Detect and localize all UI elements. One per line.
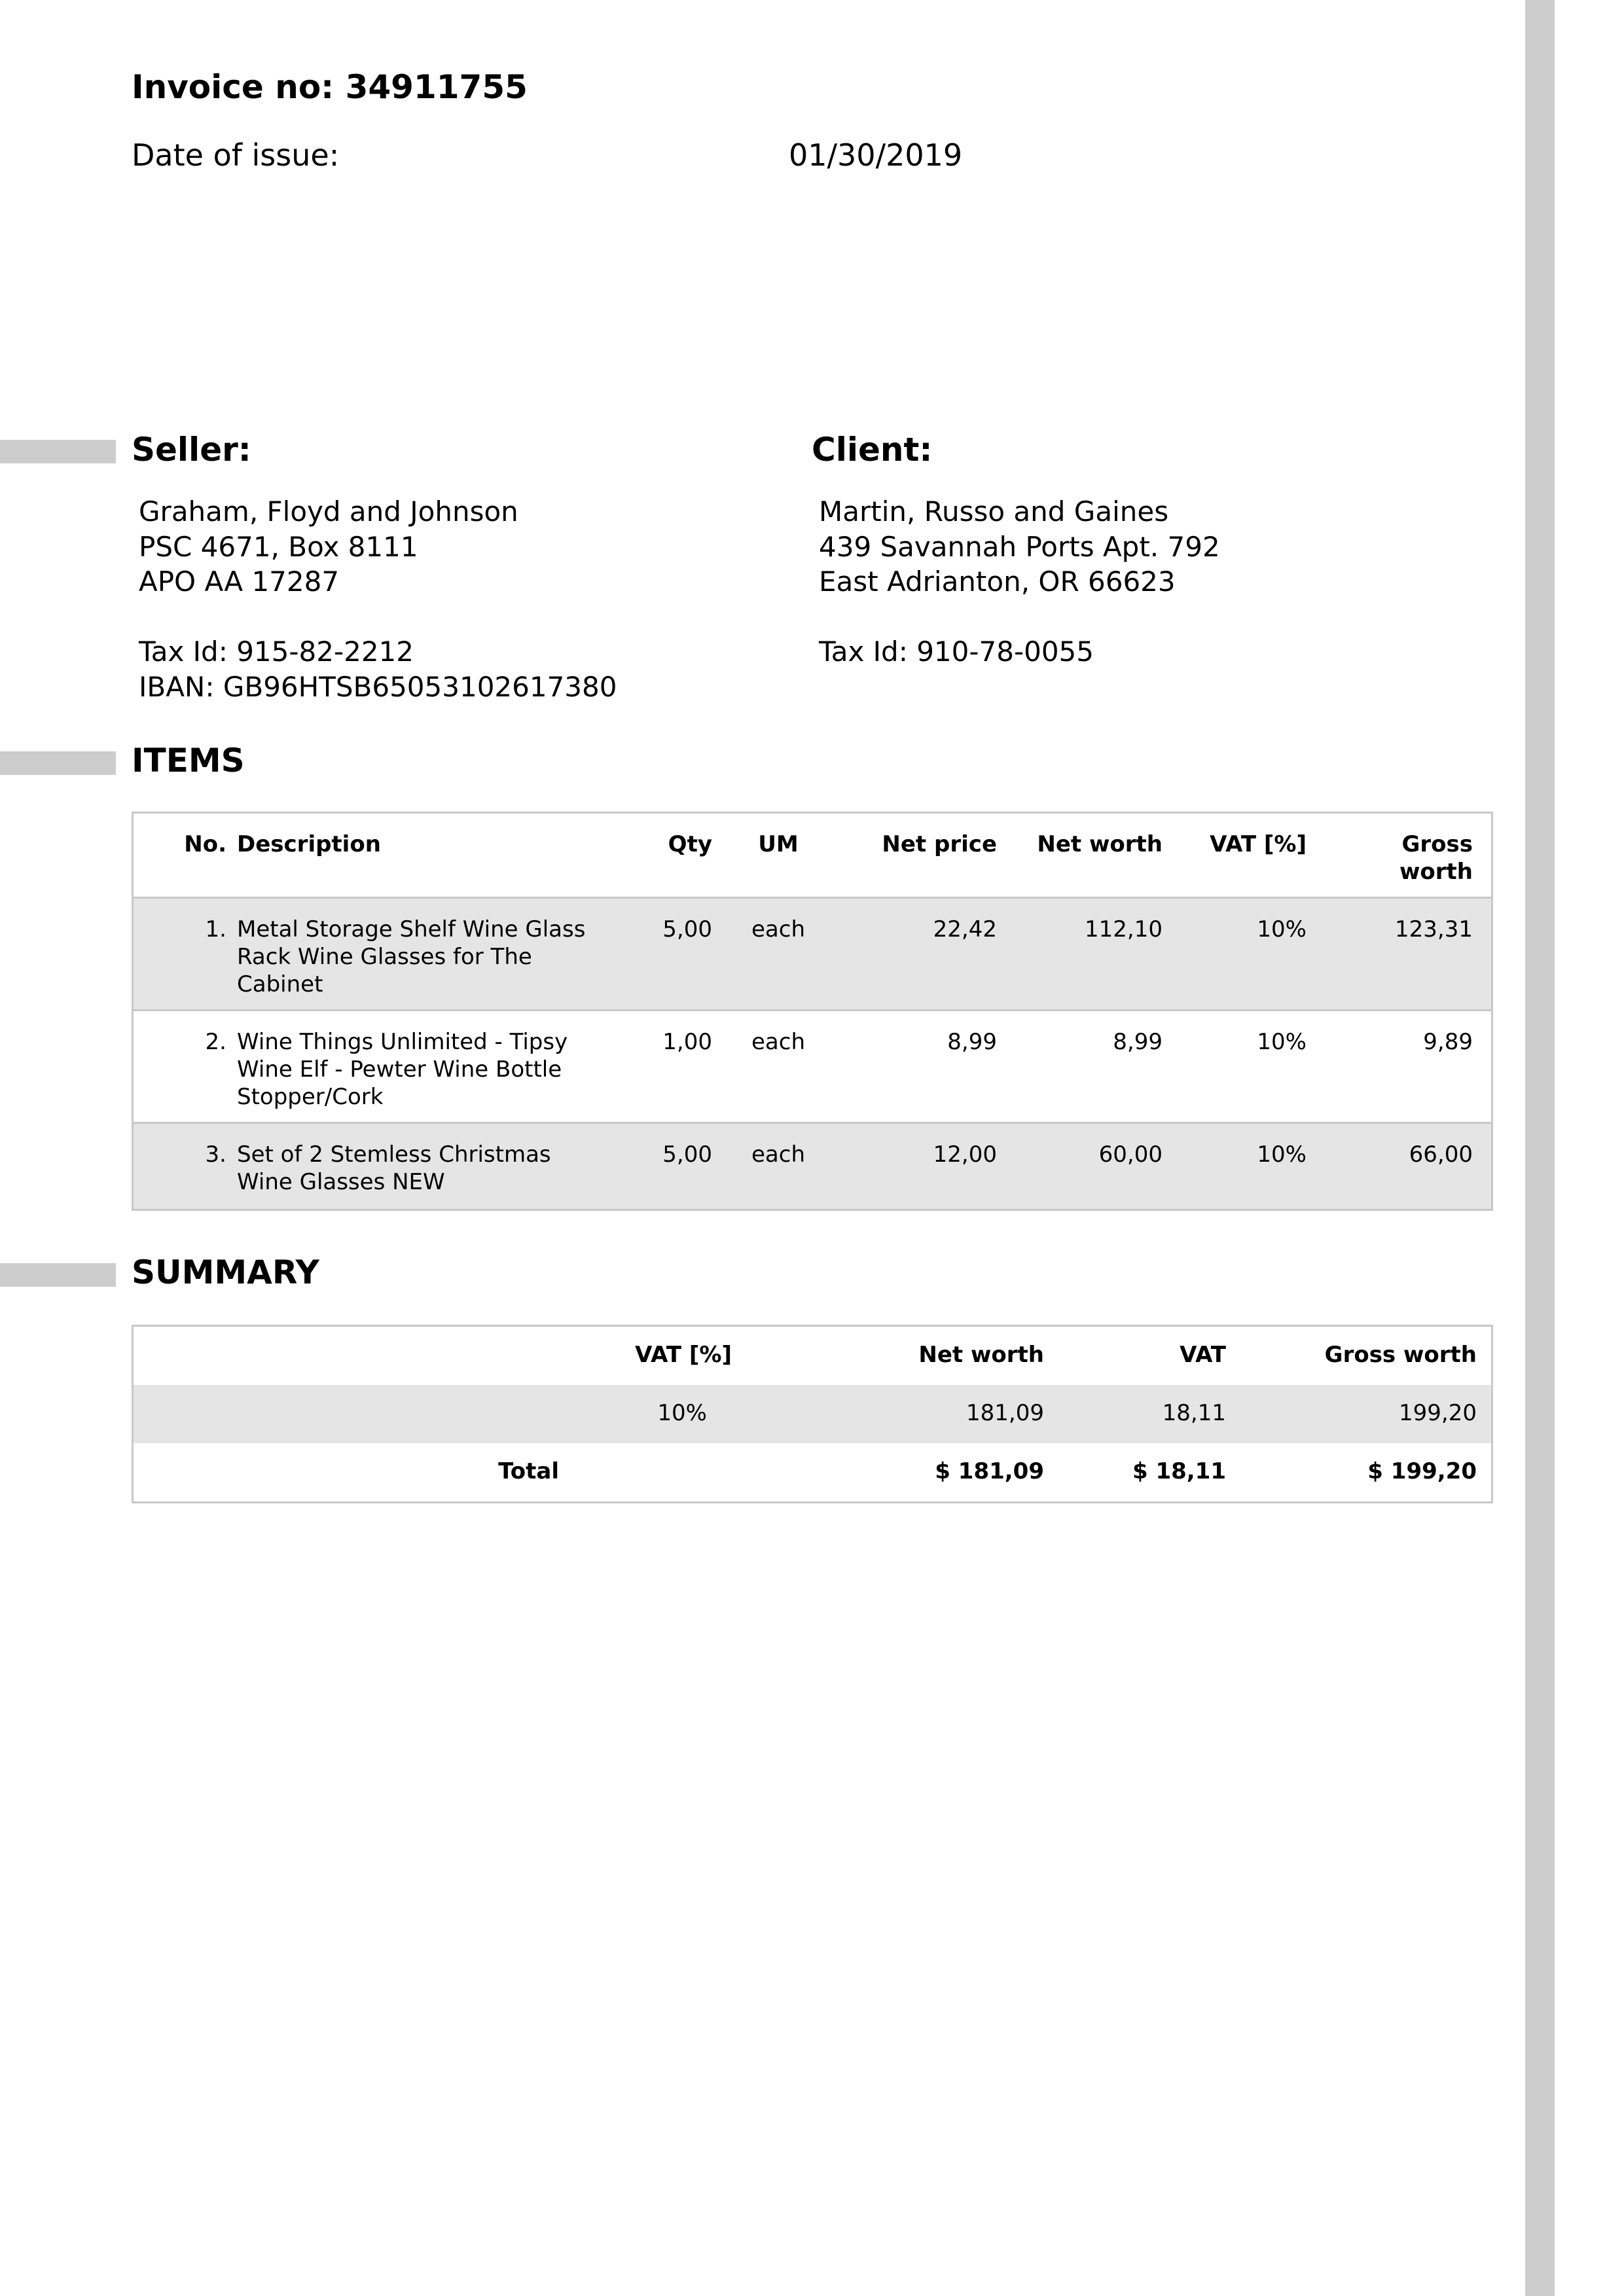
items-header-row bbox=[134, 814, 1491, 899]
summary-total-gross-worth: $ 199,20 bbox=[1367, 1458, 1477, 1484]
col-um-header: UM bbox=[758, 831, 799, 857]
page-edge-bar bbox=[1525, 0, 1555, 2296]
item-vat: 10% bbox=[1257, 1029, 1307, 1055]
items-section-marker bbox=[0, 751, 116, 775]
item-gross-worth: 123,31 bbox=[1395, 916, 1473, 942]
item-no: 1. bbox=[205, 916, 226, 942]
seller-iban: IBAN: GB96HTSB65053102617380 bbox=[139, 670, 617, 703]
table-row bbox=[134, 1124, 1491, 1209]
summary-vat-rate: 10% bbox=[657, 1400, 707, 1426]
client-heading: Client: bbox=[812, 431, 933, 469]
item-qty: 1,00 bbox=[662, 1029, 712, 1055]
col-vat-header: VAT [%] bbox=[1210, 831, 1307, 857]
summary-total-label: Total bbox=[498, 1458, 559, 1484]
col-qty-header: Qty bbox=[668, 831, 712, 857]
date-of-issue-value: 01/30/2019 bbox=[789, 137, 963, 173]
item-qty: 5,00 bbox=[662, 1141, 712, 1168]
client-address-line2: East Adrianton, OR 66623 bbox=[819, 565, 1176, 598]
summary-heading: SUMMARY bbox=[132, 1253, 319, 1291]
seller-tax-id: Tax Id: 915-82-2212 bbox=[139, 636, 414, 668]
item-net-worth: 112,10 bbox=[1085, 916, 1163, 942]
summary-net-worth: 181,09 bbox=[966, 1400, 1044, 1426]
item-net-worth: 60,00 bbox=[1098, 1141, 1163, 1168]
item-description: Metal Storage Shelf Wine Glass Rack Wine Glasses for The Cabinet bbox=[237, 916, 586, 997]
items-heading: ITEMS bbox=[132, 742, 245, 780]
item-description: Wine Things Unlimited - Tipsy Wine Elf - Pewter Wine Bottle Stopper/Cork bbox=[237, 1029, 568, 1110]
summary-total-vat: $ 18,11 bbox=[1132, 1458, 1226, 1484]
seller-address-line2: APO AA 17287 bbox=[139, 565, 340, 598]
client-tax-id: Tax Id: 910-78-0055 bbox=[819, 636, 1094, 668]
item-net-price: 8,99 bbox=[947, 1029, 997, 1055]
item-um: each bbox=[751, 916, 805, 942]
summary-total-row bbox=[134, 1443, 1491, 1501]
item-vat: 10% bbox=[1257, 1141, 1307, 1168]
summary-table bbox=[132, 1325, 1493, 1503]
summary-gross-worth-header: Gross worth bbox=[1324, 1342, 1477, 1368]
item-net-price: 12,00 bbox=[933, 1141, 997, 1168]
item-um: each bbox=[751, 1029, 805, 1055]
summary-vat-rate-header: VAT [%] bbox=[635, 1342, 732, 1368]
item-gross-worth: 66,00 bbox=[1409, 1141, 1473, 1168]
summary-net-worth-header: Net worth bbox=[918, 1342, 1044, 1368]
seller-heading: Seller: bbox=[132, 431, 251, 469]
summary-gross-worth: 199,20 bbox=[1399, 1400, 1477, 1426]
item-no: 3. bbox=[205, 1141, 226, 1168]
invoice-title: Invoice no: 34911755 bbox=[132, 68, 528, 106]
client-details bbox=[819, 494, 1220, 670]
col-no-header: No. bbox=[184, 831, 226, 857]
summary-vat-header: VAT bbox=[1180, 1342, 1226, 1368]
summary-section-marker bbox=[0, 1263, 116, 1287]
col-gross-worth-header: Gross worth bbox=[1399, 831, 1473, 885]
summary-vat-amount: 18,11 bbox=[1162, 1400, 1226, 1426]
item-gross-worth: 9,89 bbox=[1423, 1029, 1473, 1055]
item-description: Set of 2 Stemless Christmas Wine Glasses NEW bbox=[237, 1141, 551, 1195]
summary-rate-row bbox=[134, 1385, 1491, 1443]
col-net-worth-header: Net worth bbox=[1037, 831, 1163, 857]
summary-total-net-worth: $ 181,09 bbox=[935, 1458, 1044, 1484]
seller-name: Graham, Floyd and Johnson bbox=[139, 495, 518, 528]
summary-header-row bbox=[134, 1327, 1491, 1385]
table-row bbox=[134, 899, 1491, 1011]
seller-section-marker bbox=[0, 440, 116, 463]
date-of-issue-label: Date of issue: bbox=[132, 137, 340, 173]
client-name: Martin, Russo and Gaines bbox=[819, 495, 1169, 528]
item-net-price: 22,42 bbox=[933, 916, 997, 942]
item-no: 2. bbox=[205, 1029, 226, 1055]
client-address-line1: 439 Savannah Ports Apt. 792 bbox=[819, 530, 1220, 563]
item-qty: 5,00 bbox=[662, 916, 712, 942]
seller-address-line1: PSC 4671, Box 8111 bbox=[139, 530, 418, 563]
col-description-header: Description bbox=[237, 831, 381, 857]
seller-details bbox=[139, 494, 617, 704]
col-net-price-header: Net price bbox=[882, 831, 997, 857]
item-net-worth: 8,99 bbox=[1113, 1029, 1163, 1055]
table-row bbox=[134, 1011, 1491, 1124]
items-table bbox=[132, 812, 1493, 1211]
item-um: each bbox=[751, 1141, 805, 1168]
item-vat: 10% bbox=[1257, 916, 1307, 942]
